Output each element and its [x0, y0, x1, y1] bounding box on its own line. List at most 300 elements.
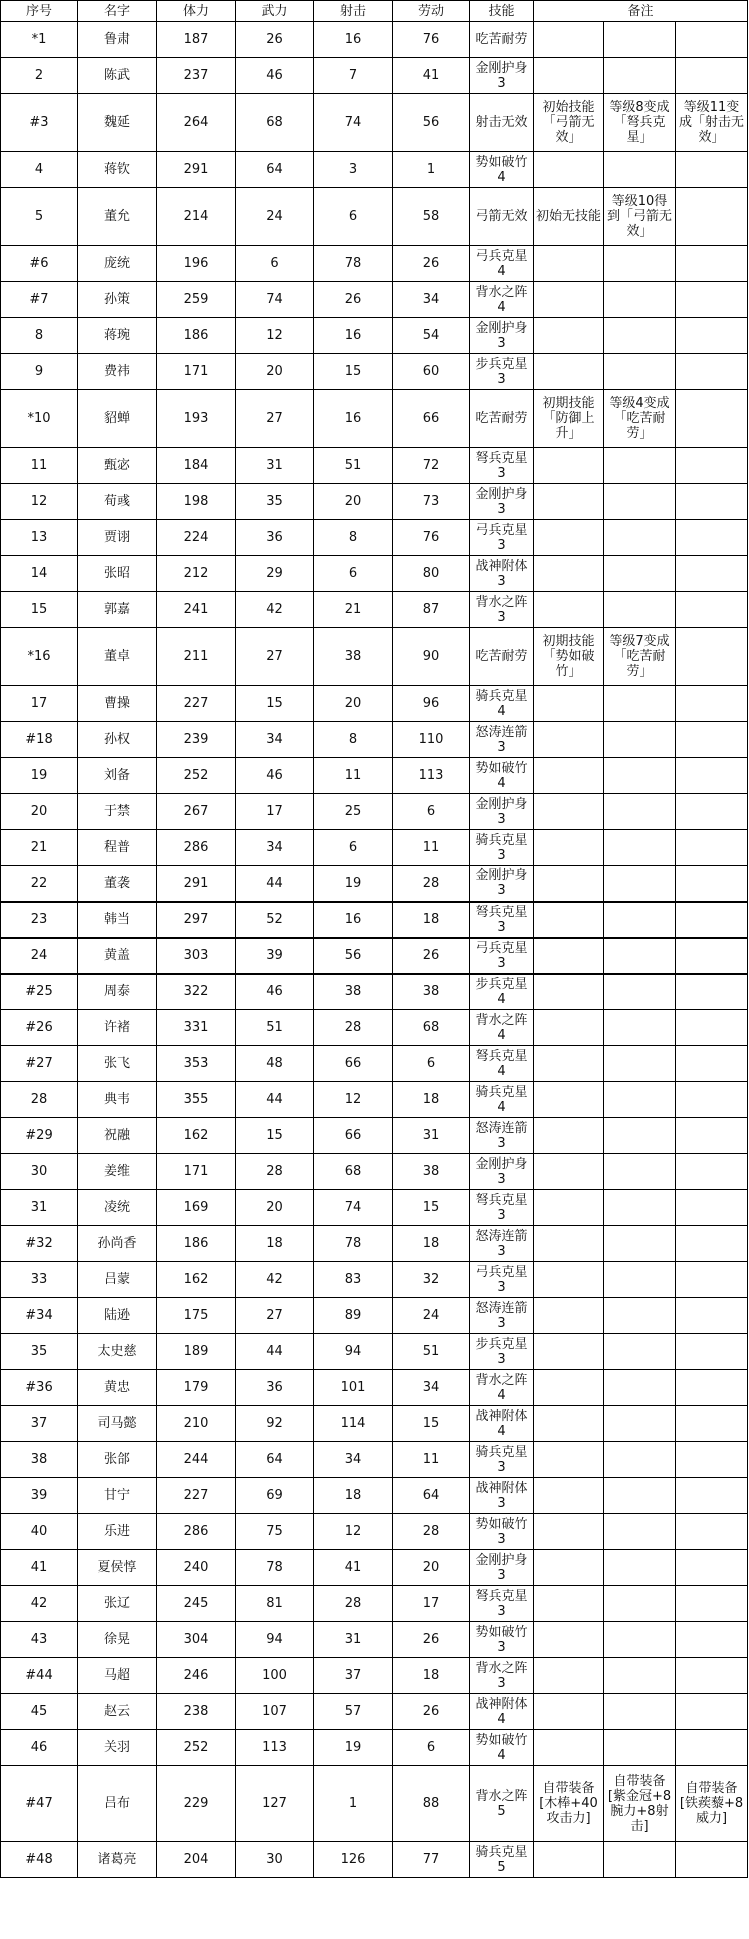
cell-hp: 244	[157, 1442, 236, 1478]
cell-labor: 34	[393, 282, 470, 318]
cell-atk: 127	[236, 1766, 314, 1842]
cell-note-2	[604, 830, 676, 866]
cell-skill: 怒涛连箭3	[470, 1118, 534, 1154]
table-row	[1, 1442, 748, 1478]
cell-id: #25	[1, 974, 78, 1010]
cell-skill: 弩兵克星3	[470, 448, 534, 484]
table-row	[1, 1406, 748, 1442]
table-row	[1, 1226, 748, 1262]
cell-name: 许褚	[78, 1010, 157, 1046]
table-row	[1, 1154, 748, 1190]
cell-note-3	[676, 520, 748, 556]
cell-atk: 69	[236, 1478, 314, 1514]
cell-note-2	[604, 152, 676, 188]
cell-shoot: 25	[314, 794, 393, 830]
cell-id: 15	[1, 592, 78, 628]
cell-note-2	[604, 794, 676, 830]
table-row	[1, 1730, 748, 1766]
cell-id: 8	[1, 318, 78, 354]
cell-labor: 18	[393, 902, 470, 938]
cell-note-1: 初始无技能	[534, 188, 604, 246]
cell-note-2	[604, 1190, 676, 1226]
table-row	[1, 152, 748, 188]
cell-hp: 291	[157, 866, 236, 902]
cell-note-3	[676, 1442, 748, 1478]
cell-note-1	[534, 1370, 604, 1406]
cell-atk: 15	[236, 686, 314, 722]
cell-labor: 76	[393, 520, 470, 556]
header-name: 名字	[78, 1, 157, 22]
cell-note-2	[604, 1406, 676, 1442]
cell-skill: 怒涛连箭3	[470, 1226, 534, 1262]
cell-id: 5	[1, 188, 78, 246]
cell-hp: 252	[157, 1730, 236, 1766]
cell-note-1	[534, 1406, 604, 1442]
table-row	[1, 484, 748, 520]
cell-labor: 38	[393, 974, 470, 1010]
cell-skill: 金刚护身3	[470, 484, 534, 520]
cell-hp: 246	[157, 1658, 236, 1694]
cell-atk: 51	[236, 1010, 314, 1046]
cell-hp: 162	[157, 1262, 236, 1298]
cell-id: 39	[1, 1478, 78, 1514]
cell-shoot: 83	[314, 1262, 393, 1298]
cell-note-3	[676, 1842, 748, 1878]
cell-labor: 80	[393, 556, 470, 592]
cell-note-3	[676, 1478, 748, 1514]
cell-note-3	[676, 902, 748, 938]
cell-note-1	[534, 1154, 604, 1190]
cell-name: 甄宓	[78, 448, 157, 484]
cell-id: 22	[1, 866, 78, 902]
table-row	[1, 1514, 748, 1550]
cell-hp: 245	[157, 1586, 236, 1622]
cell-id: #36	[1, 1370, 78, 1406]
cell-skill: 势如破竹3	[470, 1514, 534, 1550]
cell-atk: 20	[236, 1190, 314, 1226]
cell-id: #18	[1, 722, 78, 758]
cell-skill: 骑兵克星4	[470, 686, 534, 722]
cell-note-3	[676, 1190, 748, 1226]
cell-id: 2	[1, 58, 78, 94]
cell-atk: 31	[236, 448, 314, 484]
cell-note-2: 等级8变成「弩兵克星」	[604, 94, 676, 152]
table-row	[1, 1118, 748, 1154]
cell-atk: 74	[236, 282, 314, 318]
cell-id: #47	[1, 1766, 78, 1842]
cell-skill: 骑兵克星3	[470, 1442, 534, 1478]
cell-name: 吕布	[78, 1766, 157, 1842]
cell-shoot: 26	[314, 282, 393, 318]
cell-shoot: 28	[314, 1010, 393, 1046]
cell-skill: 弩兵克星3	[470, 902, 534, 938]
cell-id: 24	[1, 938, 78, 974]
table-row	[1, 1190, 748, 1226]
table-row	[1, 1766, 748, 1842]
cell-hp: 198	[157, 484, 236, 520]
cell-labor: 6	[393, 1046, 470, 1082]
table-row	[1, 866, 748, 902]
cell-name: 姜维	[78, 1154, 157, 1190]
cell-id: 38	[1, 1442, 78, 1478]
cell-note-1	[534, 484, 604, 520]
cell-name: 韩当	[78, 902, 157, 938]
cell-note-1	[534, 1298, 604, 1334]
cell-shoot: 126	[314, 1842, 393, 1878]
table-row	[1, 448, 748, 484]
cell-skill: 怒涛连箭3	[470, 722, 534, 758]
cell-skill: 势如破竹4	[470, 1730, 534, 1766]
cell-labor: 51	[393, 1334, 470, 1370]
table-row	[1, 22, 748, 58]
header-row	[1, 1, 748, 22]
cell-name: 程普	[78, 830, 157, 866]
cell-name: 吕蒙	[78, 1262, 157, 1298]
cell-atk: 46	[236, 974, 314, 1010]
cell-note-1	[534, 448, 604, 484]
cell-name: 司马懿	[78, 1406, 157, 1442]
cell-skill: 步兵克星3	[470, 1334, 534, 1370]
cell-hp: 241	[157, 592, 236, 628]
cell-note-2	[604, 318, 676, 354]
cell-skill: 背水之阵4	[470, 1370, 534, 1406]
cell-shoot: 78	[314, 1226, 393, 1262]
cell-labor: 28	[393, 1514, 470, 1550]
cell-labor: 73	[393, 484, 470, 520]
cell-hp: 211	[157, 628, 236, 686]
cell-note-2: 等级7变成「吃苦耐劳」	[604, 628, 676, 686]
cell-atk: 20	[236, 354, 314, 390]
cell-atk: 17	[236, 794, 314, 830]
cell-note-1	[534, 1442, 604, 1478]
cell-atk: 27	[236, 1298, 314, 1334]
cell-note-1	[534, 1622, 604, 1658]
cell-skill: 弓箭无效	[470, 188, 534, 246]
cell-atk: 28	[236, 1154, 314, 1190]
table-row	[1, 1586, 748, 1622]
cell-atk: 113	[236, 1730, 314, 1766]
cell-labor: 11	[393, 1442, 470, 1478]
cell-id: 31	[1, 1190, 78, 1226]
cell-shoot: 101	[314, 1370, 393, 1406]
cell-id: *10	[1, 390, 78, 448]
cell-id: 46	[1, 1730, 78, 1766]
cell-skill: 射击无效	[470, 94, 534, 152]
cell-id: #32	[1, 1226, 78, 1262]
cell-atk: 27	[236, 628, 314, 686]
cell-hp: 331	[157, 1010, 236, 1046]
cell-atk: 15	[236, 1118, 314, 1154]
cell-note-2	[604, 484, 676, 520]
cell-id: 45	[1, 1694, 78, 1730]
cell-note-2	[604, 1550, 676, 1586]
cell-atk: 36	[236, 1370, 314, 1406]
cell-id: 41	[1, 1550, 78, 1586]
cell-note-2	[604, 592, 676, 628]
cell-hp: 322	[157, 974, 236, 1010]
cell-shoot: 16	[314, 390, 393, 448]
cell-skill: 弓兵克星4	[470, 246, 534, 282]
cell-name: 鲁肃	[78, 22, 157, 58]
cell-name: 夏侯惇	[78, 1550, 157, 1586]
cell-name: 关羽	[78, 1730, 157, 1766]
table-row	[1, 902, 748, 938]
cell-note-3	[676, 1298, 748, 1334]
cell-note-2	[604, 1842, 676, 1878]
cell-labor: 18	[393, 1658, 470, 1694]
table-row	[1, 282, 748, 318]
table-row	[1, 1082, 748, 1118]
cell-atk: 68	[236, 94, 314, 152]
cell-shoot: 16	[314, 318, 393, 354]
cell-note-2	[604, 1010, 676, 1046]
cell-atk: 29	[236, 556, 314, 592]
cell-id: 35	[1, 1334, 78, 1370]
cell-shoot: 38	[314, 628, 393, 686]
cell-labor: 66	[393, 390, 470, 448]
cell-note-1	[534, 1226, 604, 1262]
cell-name: 魏延	[78, 94, 157, 152]
cell-name: 张郃	[78, 1442, 157, 1478]
cell-name: 荀彧	[78, 484, 157, 520]
cell-hp: 229	[157, 1766, 236, 1842]
cell-note-2	[604, 1334, 676, 1370]
cell-note-2	[604, 58, 676, 94]
cell-id: 4	[1, 152, 78, 188]
cell-labor: 18	[393, 1082, 470, 1118]
table-row	[1, 974, 748, 1010]
cell-hp: 353	[157, 1046, 236, 1082]
cell-name: 祝融	[78, 1118, 157, 1154]
cell-note-2: 等级10得到「弓箭无效」	[604, 188, 676, 246]
cell-name: 蒋琬	[78, 318, 157, 354]
cell-atk: 75	[236, 1514, 314, 1550]
cell-labor: 26	[393, 1694, 470, 1730]
table-row	[1, 1046, 748, 1082]
cell-labor: 31	[393, 1118, 470, 1154]
cell-note-3	[676, 938, 748, 974]
cell-labor: 87	[393, 592, 470, 628]
table-row	[1, 58, 748, 94]
cell-hp: 224	[157, 520, 236, 556]
cell-id: 23	[1, 902, 78, 938]
table-row	[1, 1658, 748, 1694]
cell-shoot: 28	[314, 1586, 393, 1622]
cell-hp: 264	[157, 94, 236, 152]
cell-id: #27	[1, 1046, 78, 1082]
cell-id: 19	[1, 758, 78, 794]
cell-labor: 26	[393, 246, 470, 282]
cell-note-3	[676, 484, 748, 520]
cell-name: 太史慈	[78, 1334, 157, 1370]
cell-id: #48	[1, 1842, 78, 1878]
cell-skill: 势如破竹4	[470, 758, 534, 794]
cell-hp: 237	[157, 58, 236, 94]
cell-labor: 68	[393, 1010, 470, 1046]
cell-shoot: 89	[314, 1298, 393, 1334]
cell-note-1	[534, 1262, 604, 1298]
cell-note-1	[534, 520, 604, 556]
cell-labor: 88	[393, 1766, 470, 1842]
cell-name: 典韦	[78, 1082, 157, 1118]
cell-note-2	[604, 902, 676, 938]
cell-id: 20	[1, 794, 78, 830]
cell-id: 11	[1, 448, 78, 484]
cell-skill: 金刚护身3	[470, 1550, 534, 1586]
cell-atk: 64	[236, 1442, 314, 1478]
cell-hp: 227	[157, 1478, 236, 1514]
table-row	[1, 1298, 748, 1334]
cell-hp: 171	[157, 354, 236, 390]
cell-hp: 196	[157, 246, 236, 282]
table-row	[1, 1622, 748, 1658]
cell-note-3	[676, 246, 748, 282]
table-row	[1, 758, 748, 794]
cell-note-3	[676, 282, 748, 318]
cell-note-2	[604, 866, 676, 902]
cell-labor: 110	[393, 722, 470, 758]
cell-note-3	[676, 1010, 748, 1046]
cell-name: 孙尚香	[78, 1226, 157, 1262]
cell-note-1	[534, 1046, 604, 1082]
cell-note-2	[604, 1730, 676, 1766]
cell-atk: 92	[236, 1406, 314, 1442]
table-row	[1, 246, 748, 282]
cell-id: #3	[1, 94, 78, 152]
cell-atk: 34	[236, 722, 314, 758]
cell-note-1: 自带装备[木棒+40攻击力]	[534, 1766, 604, 1842]
cell-skill: 骑兵克星4	[470, 1082, 534, 1118]
cell-shoot: 7	[314, 58, 393, 94]
cell-note-2	[604, 282, 676, 318]
cell-hp: 286	[157, 830, 236, 866]
cell-atk: 44	[236, 866, 314, 902]
cell-hp: 162	[157, 1118, 236, 1154]
cell-hp: 286	[157, 1514, 236, 1550]
cell-atk: 44	[236, 1082, 314, 1118]
cell-labor: 60	[393, 354, 470, 390]
cell-skill: 金刚护身3	[470, 318, 534, 354]
cell-id: 43	[1, 1622, 78, 1658]
cell-atk: 26	[236, 22, 314, 58]
cell-note-3	[676, 1154, 748, 1190]
cell-skill: 金刚护身3	[470, 1154, 534, 1190]
cell-note-2: 等级4变成「吃苦耐劳」	[604, 390, 676, 448]
cell-note-3	[676, 318, 748, 354]
cell-labor: 6	[393, 1730, 470, 1766]
cell-note-1	[534, 974, 604, 1010]
cell-name: 郭嘉	[78, 592, 157, 628]
cell-name: 貂蝉	[78, 390, 157, 448]
cell-note-3: 等级11变成「射击无效」	[676, 94, 748, 152]
cell-note-3	[676, 1370, 748, 1406]
cell-id: 30	[1, 1154, 78, 1190]
cell-hp: 189	[157, 1334, 236, 1370]
cell-hp: 179	[157, 1370, 236, 1406]
cell-note-1	[534, 1842, 604, 1878]
cell-atk: 100	[236, 1658, 314, 1694]
cell-atk: 81	[236, 1586, 314, 1622]
cell-id: #7	[1, 282, 78, 318]
cell-shoot: 16	[314, 902, 393, 938]
cell-shoot: 66	[314, 1118, 393, 1154]
cell-note-3	[676, 722, 748, 758]
cell-hp: 259	[157, 282, 236, 318]
cell-note-1	[534, 1514, 604, 1550]
cell-atk: 39	[236, 938, 314, 974]
cell-skill: 战神附体3	[470, 1478, 534, 1514]
cell-note-3	[676, 1406, 748, 1442]
cell-skill: 步兵克星4	[470, 974, 534, 1010]
cell-note-2	[604, 448, 676, 484]
cell-labor: 24	[393, 1298, 470, 1334]
cell-name: 黄忠	[78, 1370, 157, 1406]
cell-labor: 58	[393, 188, 470, 246]
cell-id: #29	[1, 1118, 78, 1154]
cell-note-1	[534, 152, 604, 188]
cell-atk: 6	[236, 246, 314, 282]
table-row	[1, 1370, 748, 1406]
cell-atk: 107	[236, 1694, 314, 1730]
cell-note-3	[676, 1118, 748, 1154]
cell-skill: 战神附体3	[470, 556, 534, 592]
cell-labor: 11	[393, 830, 470, 866]
cell-skill: 背水之阵4	[470, 282, 534, 318]
table-row	[1, 794, 748, 830]
header-labor: 劳动	[393, 1, 470, 22]
table-row	[1, 938, 748, 974]
cell-shoot: 21	[314, 592, 393, 628]
cell-labor: 15	[393, 1406, 470, 1442]
cell-note-1	[534, 1082, 604, 1118]
cell-labor: 56	[393, 94, 470, 152]
cell-skill: 弩兵克星3	[470, 1586, 534, 1622]
cell-note-1	[534, 722, 604, 758]
cell-note-3	[676, 1730, 748, 1766]
cell-name: 张昭	[78, 556, 157, 592]
header-skill: 技能	[470, 1, 534, 22]
cell-id: 33	[1, 1262, 78, 1298]
cell-skill: 吃苦耐劳	[470, 628, 534, 686]
cell-hp: 193	[157, 390, 236, 448]
cell-hp: 355	[157, 1082, 236, 1118]
cell-skill: 弩兵克星3	[470, 1190, 534, 1226]
cell-id: 13	[1, 520, 78, 556]
cell-skill: 背水之阵5	[470, 1766, 534, 1842]
cell-note-2: 自带装备[紫金冠+8腕力+8射击]	[604, 1766, 676, 1842]
table-row	[1, 318, 748, 354]
cell-labor: 38	[393, 1154, 470, 1190]
cell-labor: 20	[393, 1550, 470, 1586]
cell-note-3	[676, 58, 748, 94]
cell-id: *16	[1, 628, 78, 686]
cell-note-2	[604, 974, 676, 1010]
cell-atk: 44	[236, 1334, 314, 1370]
cell-name: 贾诩	[78, 520, 157, 556]
cell-shoot: 20	[314, 686, 393, 722]
cell-note-2	[604, 1658, 676, 1694]
header-id: 序号	[1, 1, 78, 22]
cell-name: 马超	[78, 1658, 157, 1694]
cell-note-2	[604, 1586, 676, 1622]
cell-note-3	[676, 1226, 748, 1262]
cell-note-3	[676, 1082, 748, 1118]
cell-labor: 26	[393, 1622, 470, 1658]
cell-note-1	[534, 354, 604, 390]
cell-hp: 297	[157, 902, 236, 938]
cell-shoot: 41	[314, 1550, 393, 1586]
cell-skill: 弓兵克星3	[470, 520, 534, 556]
